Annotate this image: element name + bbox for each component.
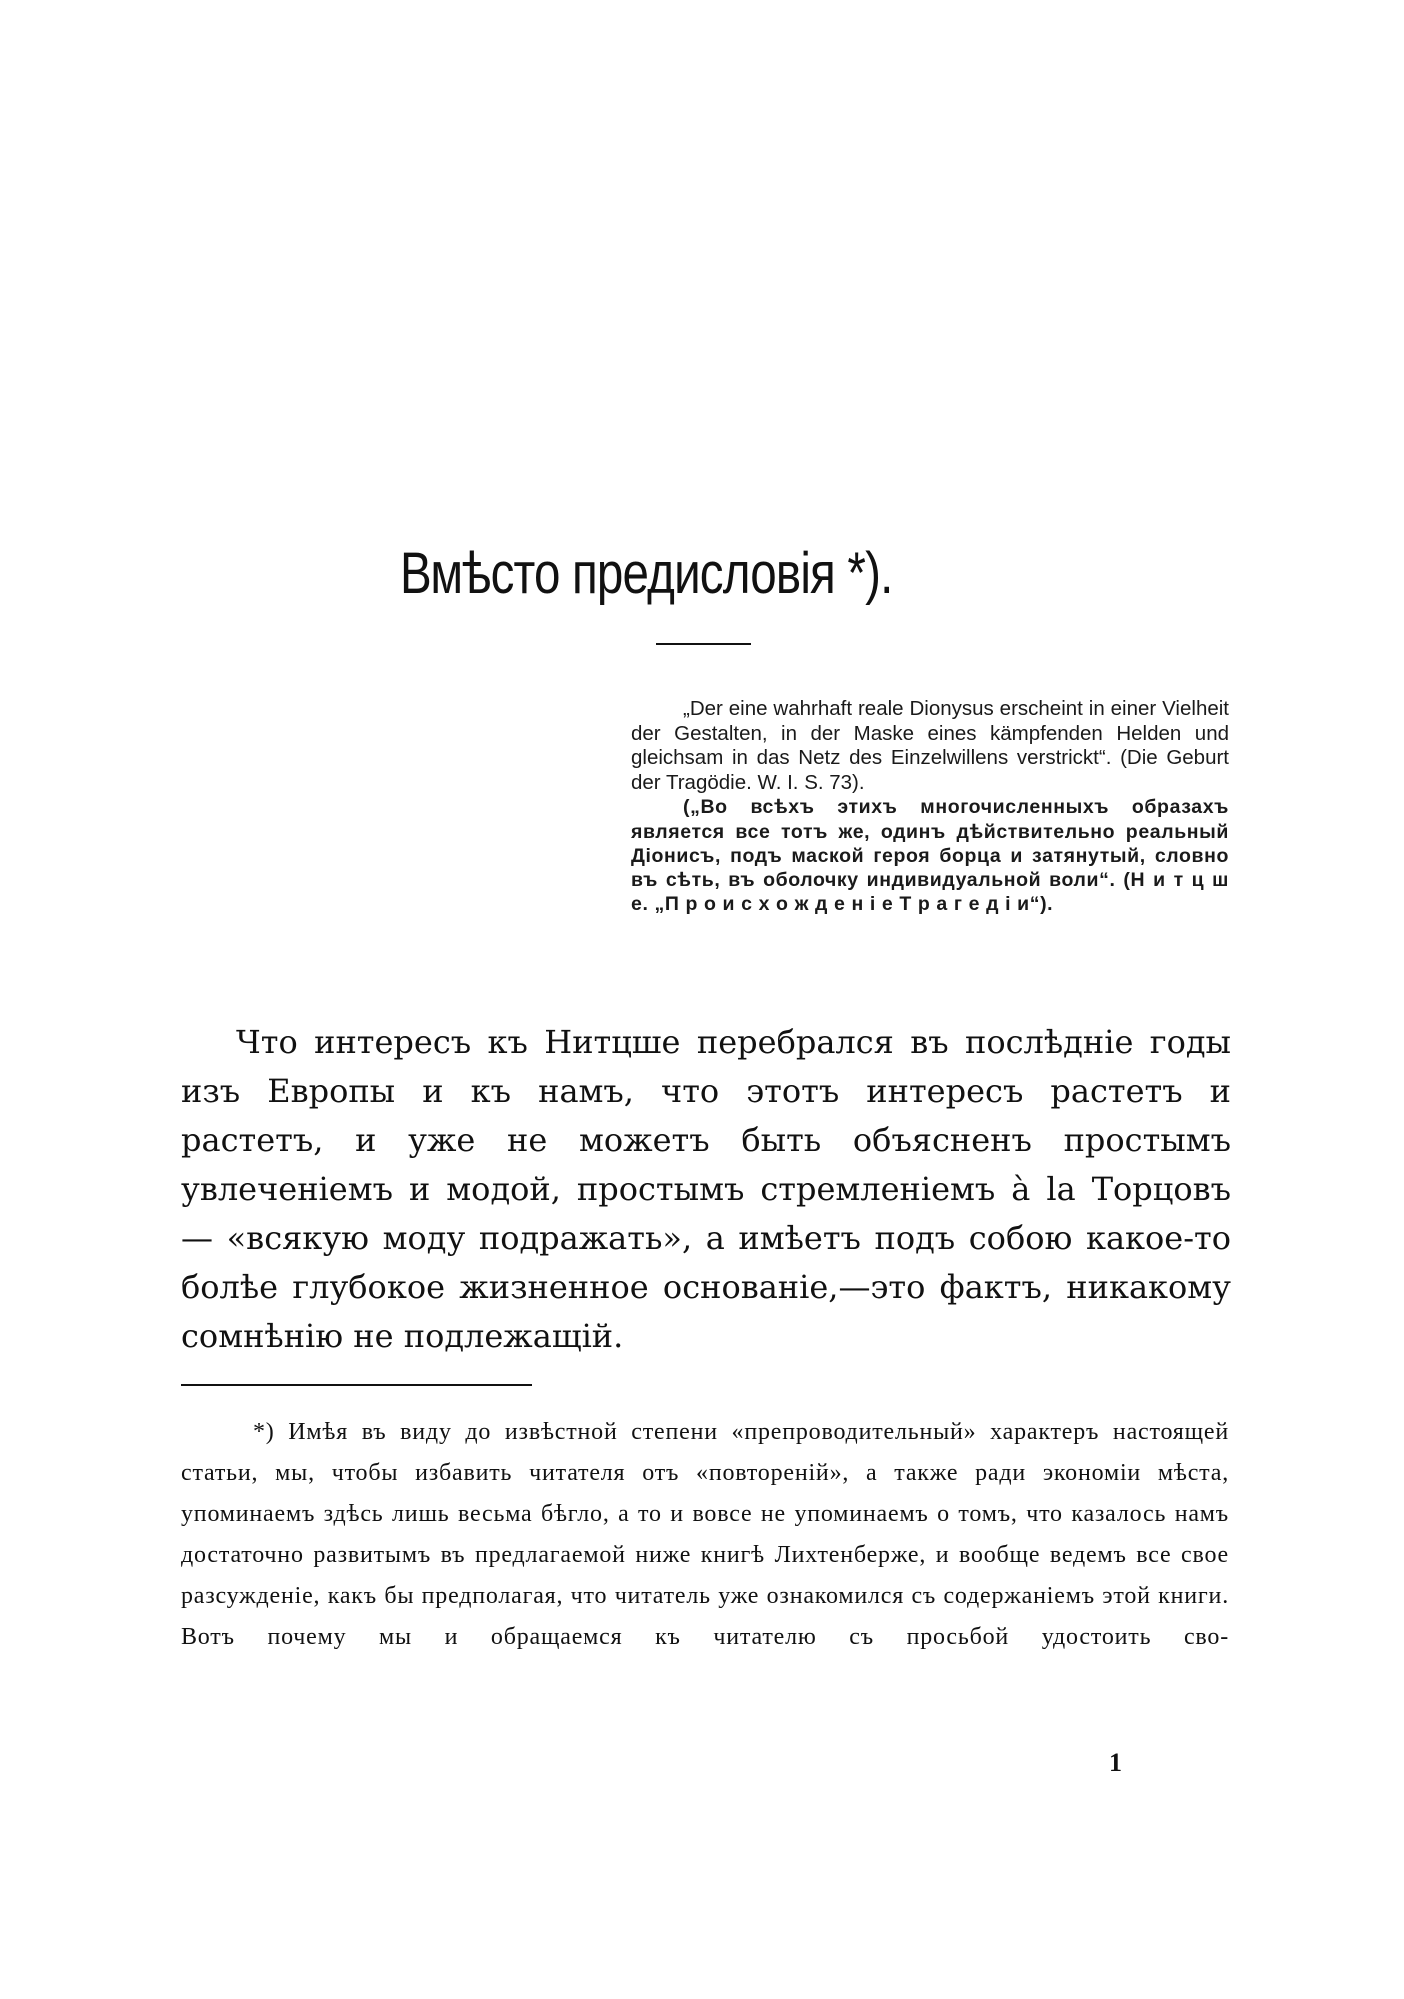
page-number: 1 xyxy=(1109,1748,1122,1777)
footnote-divider xyxy=(181,1384,532,1386)
epigraph-russian: („Во всѣхъ этихъ многочисленныхъ образахъ является все тотъ же, одинъ дѣйствительно реальный Діонисъ, подъ маской героя борца и затянутый, словно въ сѣть, въ оболочку индивидуальной воли“. (Н и т ц ш е. „П р о и с х о ж д е н і е Т р а г е д і и“). xyxy=(631,796,1229,916)
footnote-text: *) Имѣя въ виду до извѣстной степени «препроводительный» характеръ настоящей статьи, мы, чтобы избавить читателя отъ «повтореній», а также ради экономіи мѣста, упоминаемъ здѣсь лишь весьма бѣгло, а то и вовсе не упоминаемъ о томъ, что казалось намъ достаточно развитымъ въ предлагаемой ниже книгѣ Лихтенберже, и вообще ведемъ все свое разсужденіе, какъ бы предполагая, что читатель уже ознакомился съ содержаніемъ этой книги. Вотъ почему мы и обращаемся къ читателю съ просьбой удостоить сво- xyxy=(181,1419,1229,1650)
main-paragraph: Что интересъ къ Нитцше перебрался въ послѣдніе годы изъ Европы и къ намъ, что этотъ интересъ растетъ и растетъ, и уже не можетъ быть объясненъ простымъ увлеченіемъ и модой, простымъ стремленіемъ à la Торцовъ — «всякую моду подражать», а имѣетъ подъ собою какое-то болѣе глубокое жизненное основаніе,—это фактъ, никакому сомнѣнію не подлежащій. xyxy=(181,1023,1231,1355)
main-text xyxy=(181,1018,1231,1361)
title-divider xyxy=(656,643,751,645)
footnote xyxy=(181,1412,1229,1658)
epigraph-german: „Der eine wahrhaft reale Dionysus erscheint in einer Vielheit der Gestalten, in der Maske eines kämpfenden Helden und gleichsam in das Netz des Einzelwillens verstrickt“. (Die Geburt der Tragödie. W. I. S. 73). xyxy=(631,697,1229,794)
page-title: Вмѣсто предисловія *). xyxy=(400,541,893,606)
epigraph xyxy=(631,697,1229,916)
